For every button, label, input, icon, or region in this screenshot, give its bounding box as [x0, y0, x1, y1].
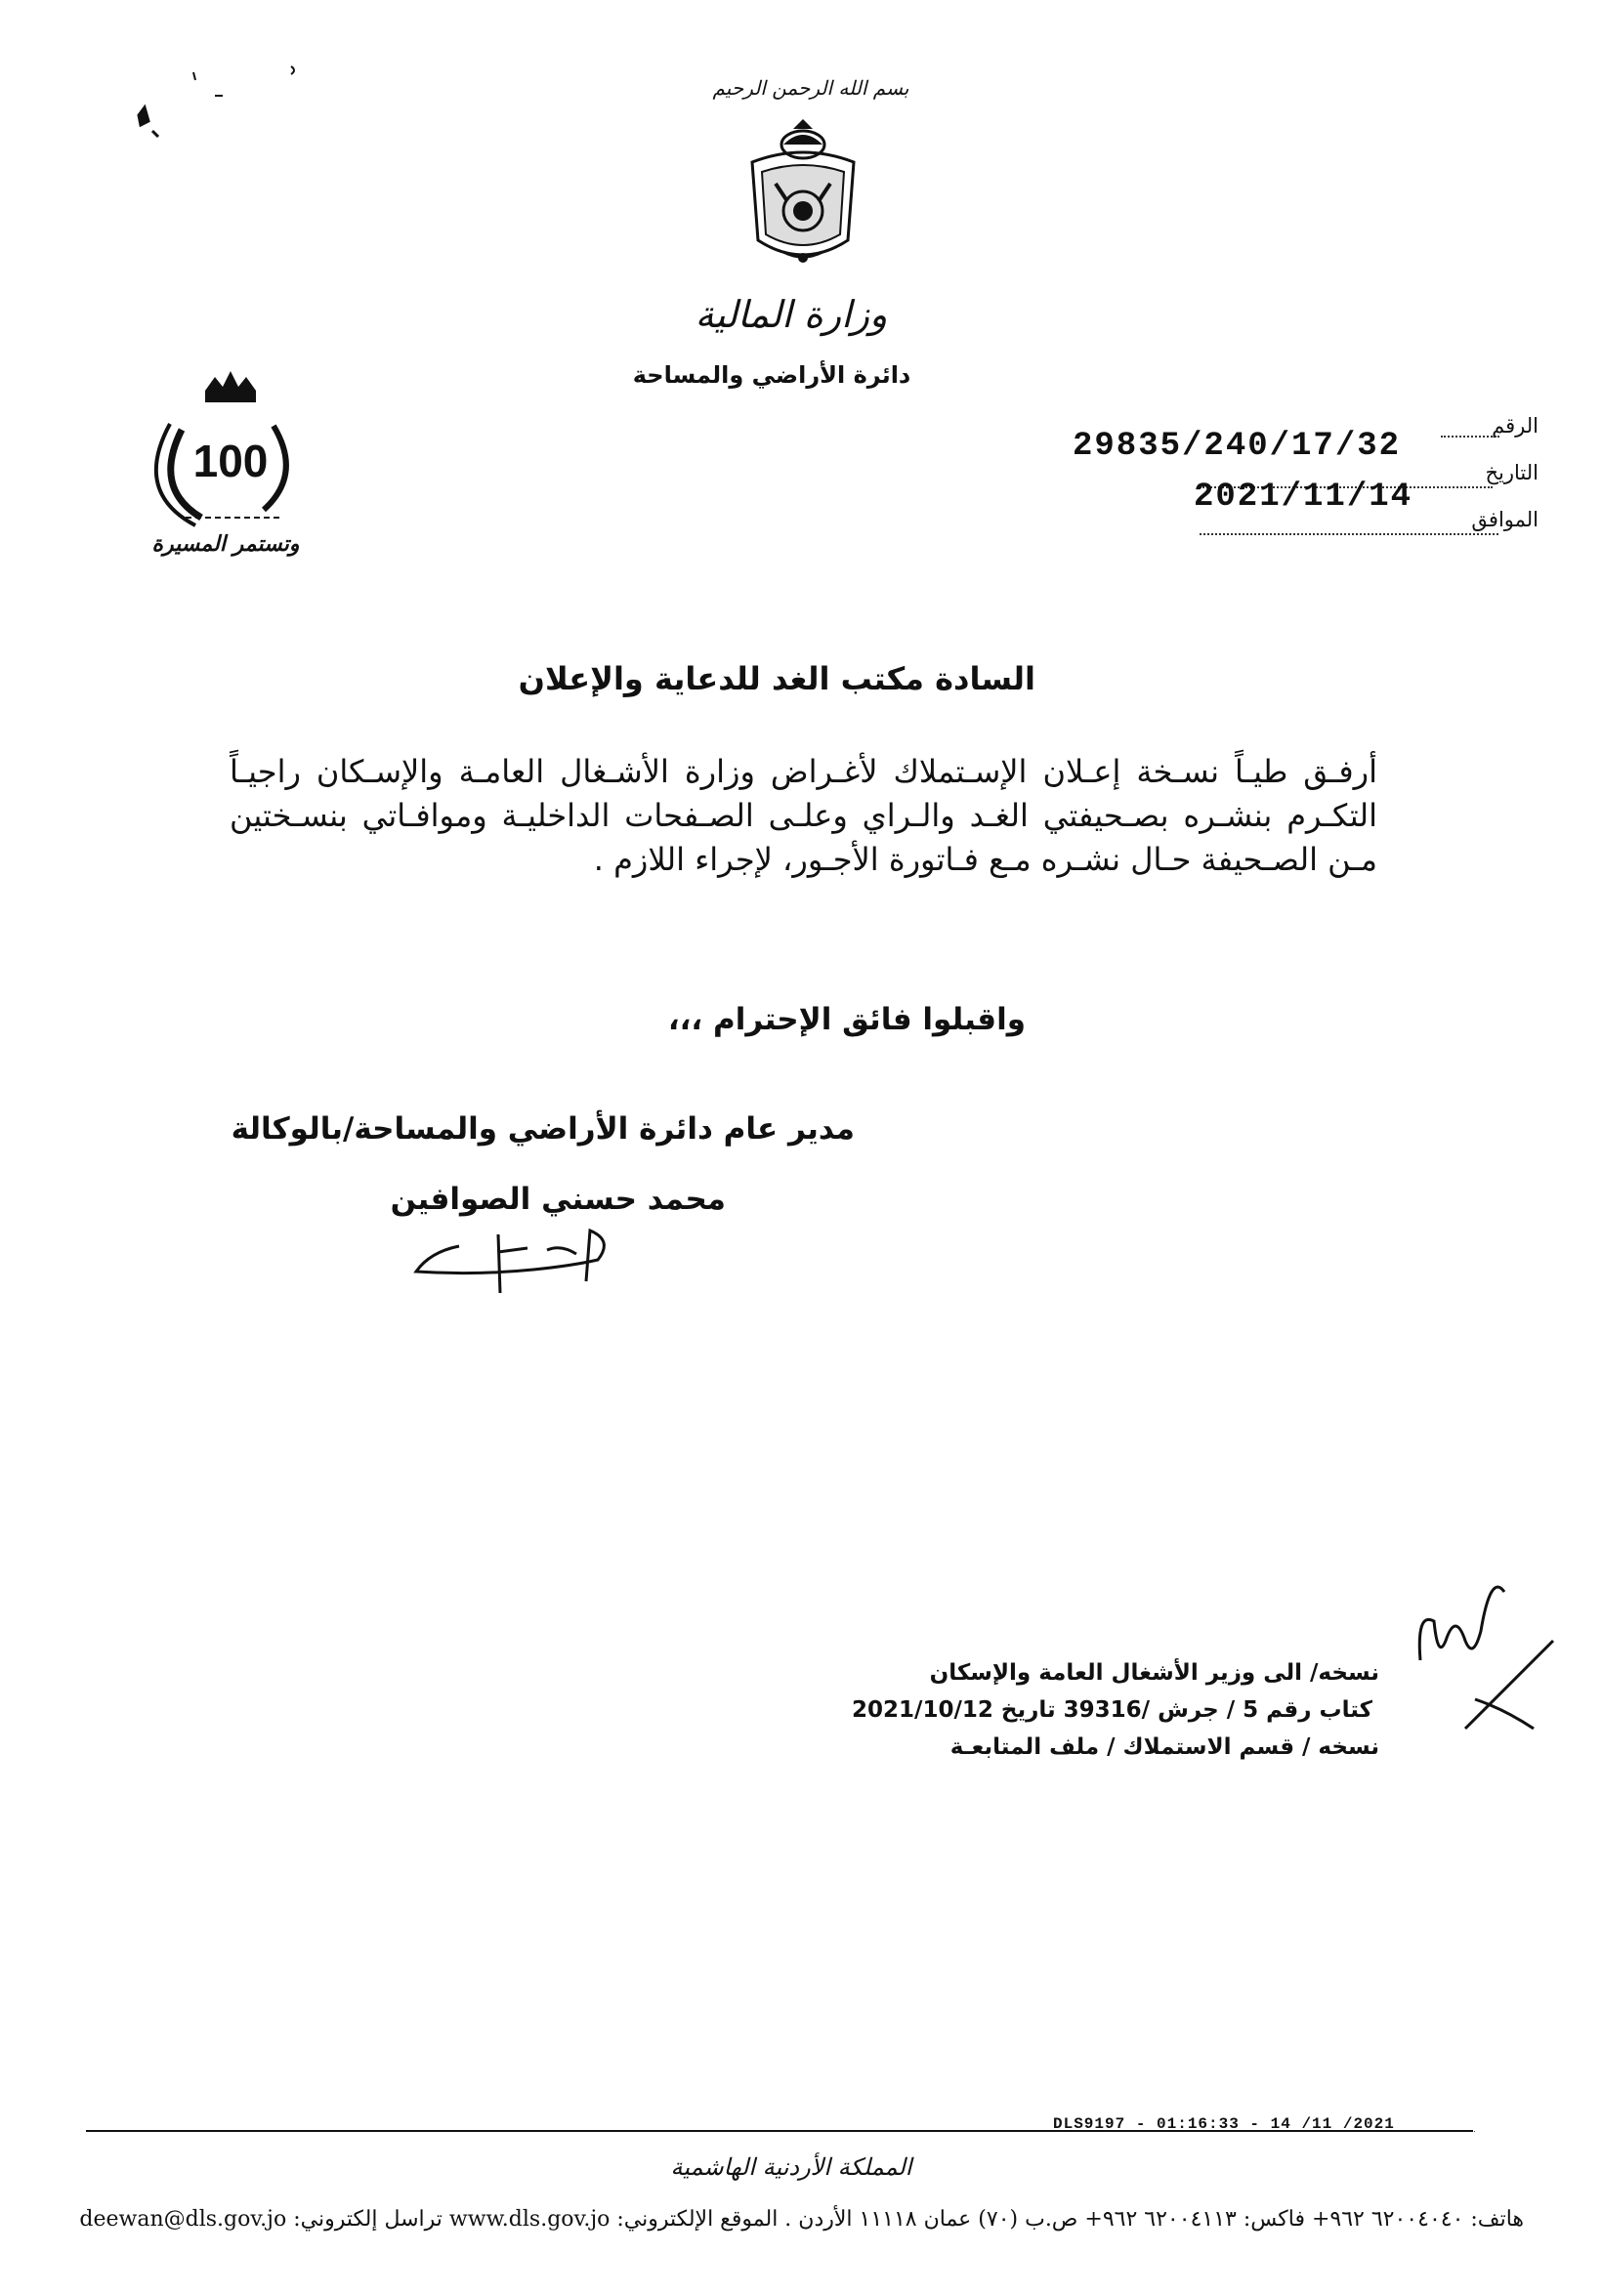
scan-marks	[117, 59, 332, 166]
closing-salutation: واقبلوا فائق الإحترام ،،،	[667, 1002, 1026, 1037]
centennial-number: 100	[192, 436, 269, 486]
department-name: دائرة الأراضي والمساحة	[632, 361, 911, 389]
handwritten-initials	[1407, 1572, 1582, 1738]
letter-body: أرفـق طيـاً نسـخة إعـلان الإسـتملاك لأغـراض وزارة الأشـغال العامـة والإسـكان راجيـاً التكـرم بنشـره بصـحيفتي الغـد والـراي وعلـى الصـفحات الداخليـة وموافـاتي بنسـختين مـن الصـحيفة حـال نشـره مـع فـاتورة الأجـور، لإجراء اللازم .	[230, 753, 1377, 878]
basmala: بسم الله الرحمن الرحيم	[712, 76, 909, 100]
signer-title: مدير عام دائرة الأراضي والمساحة/بالوكالة	[231, 1111, 855, 1147]
handwritten-signature	[400, 1219, 625, 1307]
date-label: التاريخ	[1485, 461, 1539, 484]
contact-info: هاتف: ٦٢٠٠٤٠٤٠ ٩٦٢+ فاكس: ٦٢٠٠٤١١٣ ٩٦٢+ ص.ب (٧٠) عمان ١١١١٨ الأردن . الموقع الإلكتروني: www.dls.gov.jo تراسل إلكتروني: deewan@dls.gov.jo	[79, 2207, 1524, 2232]
copy-line-department: نسخه / قسم الاستملاك / ملف المتابعـة	[949, 1734, 1379, 1760]
date-value: 2021/11/14	[1194, 479, 1413, 516]
centennial-logo	[147, 361, 313, 532]
coat-of-arms-emblem	[735, 115, 871, 271]
corresponding-date-label: الموافق	[1471, 508, 1539, 531]
document-code: DLS9197 - 01:16:33 - 14 /11 /2021	[1053, 2115, 1395, 2133]
reference-number-label: الرقم	[1492, 414, 1539, 438]
reference-number-value: 29835/240/17/32	[1073, 428, 1402, 465]
copy-line-letter-ref: كتاب رقم 5 / جرش /39316 تاريخ 2021/10/12	[852, 1697, 1372, 1723]
reference-number-dots	[1441, 436, 1499, 438]
copy-line-minister: نسخه/ الى وزير الأشغال العامة والإسكان	[929, 1660, 1379, 1686]
addressee: السادة مكتب الغد للدعاية والإعلان	[518, 660, 1035, 697]
centennial-caption: وتستمر المسيرة	[151, 532, 300, 557]
corresponding-date-dots	[1200, 533, 1498, 535]
footer-divider	[86, 2130, 1473, 2132]
kingdom-name: المملكة الأردنية الهاشمية	[670, 2153, 912, 2181]
signer-name: محمد حسني الصوافين	[390, 1182, 726, 1217]
ministry-name: وزارة المالية	[695, 293, 888, 336]
